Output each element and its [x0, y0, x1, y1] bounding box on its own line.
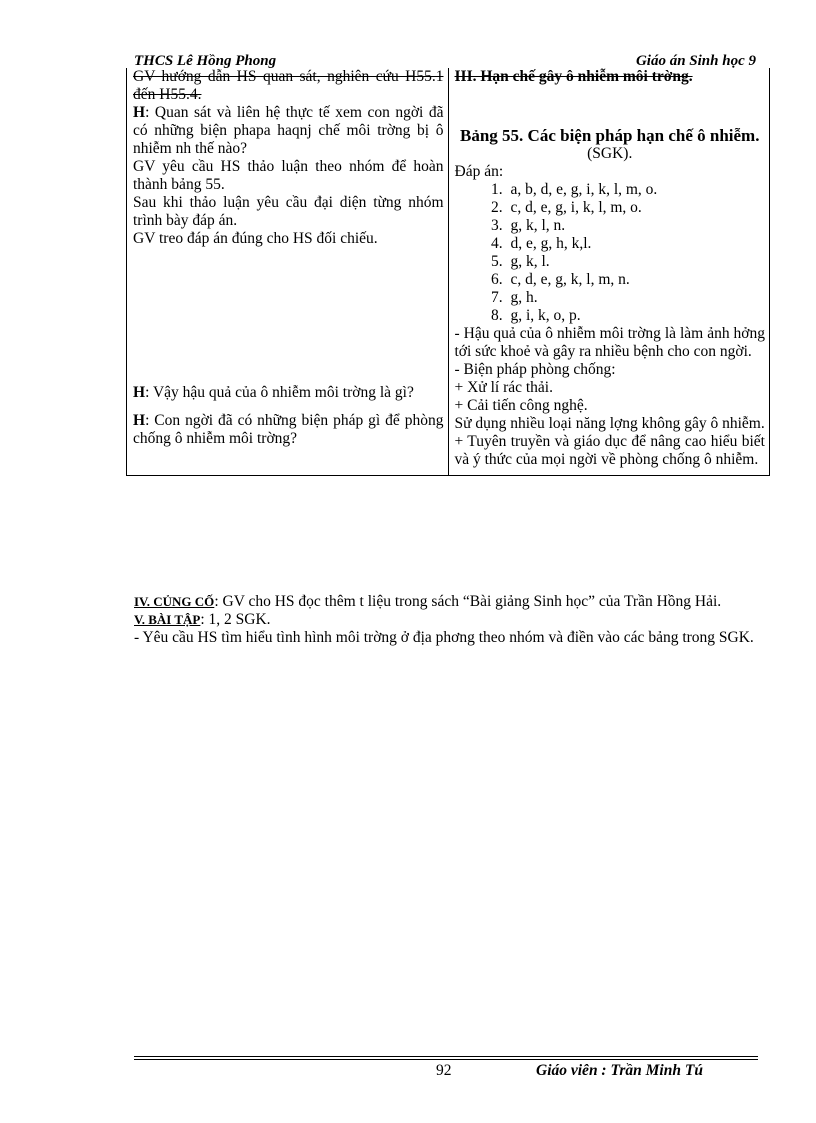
closing-section	[134, 593, 760, 647]
spacer	[133, 248, 444, 384]
question-marker: H	[133, 384, 146, 401]
page-number: 92	[436, 1062, 452, 1079]
review-label: IV. CỦNG CỐ	[134, 594, 215, 609]
list-item: 4. d, e, g, h, k,l.	[507, 235, 766, 253]
answer-list	[455, 181, 766, 325]
question-marker: H	[133, 104, 146, 121]
answer-label: Đáp án:	[454, 163, 504, 180]
question-text: : Vậy hậu quả của ô nhiễm môi trờng là gì?	[145, 384, 414, 401]
table-subtitle: (SGK).	[587, 145, 633, 162]
left-instruction-3: GV treo đáp án đúng cho HS đối chiếu.	[133, 230, 378, 247]
measures-label: - Biện pháp phòng chống:	[454, 361, 616, 378]
review-paragraph	[134, 593, 760, 611]
left-question-2	[133, 384, 444, 402]
measure-item: + Xử lí rác thải.	[454, 379, 553, 396]
list-item: 8. g, i, k, o, p.	[507, 307, 766, 325]
measure-item: + Cải tiến công nghệ.	[454, 397, 588, 414]
consequence-text: - Hậu quả của ô nhiễm môi trờng là làm ảnh hởng tới sức khoẻ và gây ra nhiều bệnh cho con ngời.	[454, 325, 765, 360]
review-text: : GV cho HS đọc thêm t liệu trong sách “Bài giảng Sinh học” của Trần Hồng Hải.	[214, 593, 722, 610]
header-subject: Giáo án Sinh học 9	[635, 53, 756, 69]
left-question-1	[133, 104, 444, 158]
left-intro: GV hướng dẫn HS quan sát, nghiên cứu H55.1 đến H55.4.	[133, 68, 444, 103]
question-text: : Quan sát và liên hệ thực tế xem con ngời đã có những biện phapa haqnj chế môi trờng bị ô nhiễm nh thế nào?	[133, 104, 444, 157]
section-title: III. Hạn chế gây ô nhiễm môi trờng.	[454, 68, 693, 85]
right-column	[448, 68, 770, 476]
left-question-3	[133, 412, 444, 448]
lesson-table	[126, 68, 770, 476]
list-item: 7. g, h.	[507, 289, 766, 307]
measure-item: Sử dụng nhiều loại năng lợng không gây ô nhiễm.	[454, 415, 765, 432]
footer-teacher: Giáo viên : Trần Minh Tú	[536, 1062, 703, 1079]
measure-item: + Tuyên truyền và giáo dục để nâng cao hiểu biết và ý thức của mọi ngời về phòng chống ô nhiễm.	[454, 433, 765, 468]
question-text: : Con ngời đã có những biện pháp gì để phòng chống ô nhiễm môi trờng?	[133, 412, 444, 447]
question-marker: H	[133, 412, 146, 429]
list-item: 2. c, d, e, g, i, k, l, m, o.	[507, 199, 766, 217]
header-school: THCS Lê Hồng Phong	[134, 53, 277, 69]
list-item: 1. a, b, d, e, g, i, k, l, m, o.	[507, 181, 766, 199]
list-item: 5. g, k, l.	[507, 253, 766, 271]
left-instruction-1: GV yêu cầu HS thảo luận theo nhóm để hoàn thành bảng 55.	[133, 158, 444, 193]
spacer	[455, 469, 766, 475]
left-instruction-2: Sau khi thảo luận yêu cầu đại diện từng nhóm trình bày đáp án.	[133, 194, 444, 229]
homework-text: : 1, 2 SGK.	[200, 611, 271, 628]
table-title: Bảng 55. Các biện pháp hạn chế ô nhiễm.	[460, 126, 760, 145]
list-item: 3. g, k, l, n.	[507, 217, 766, 235]
footer-divider	[134, 1059, 758, 1060]
homework-label: V. BÀI TẬP	[134, 612, 201, 627]
footer-divider	[134, 1056, 758, 1057]
list-item: 6. c, d, e, g, k, l, m, n.	[507, 271, 766, 289]
homework-task: - Yêu cầu HS tìm hiểu tình hình môi trờng ở địa phơng theo nhóm và điền vào các bảng trong SGK.	[134, 629, 754, 646]
left-column	[127, 68, 449, 476]
spacer	[133, 402, 444, 412]
homework-paragraph	[134, 611, 760, 629]
